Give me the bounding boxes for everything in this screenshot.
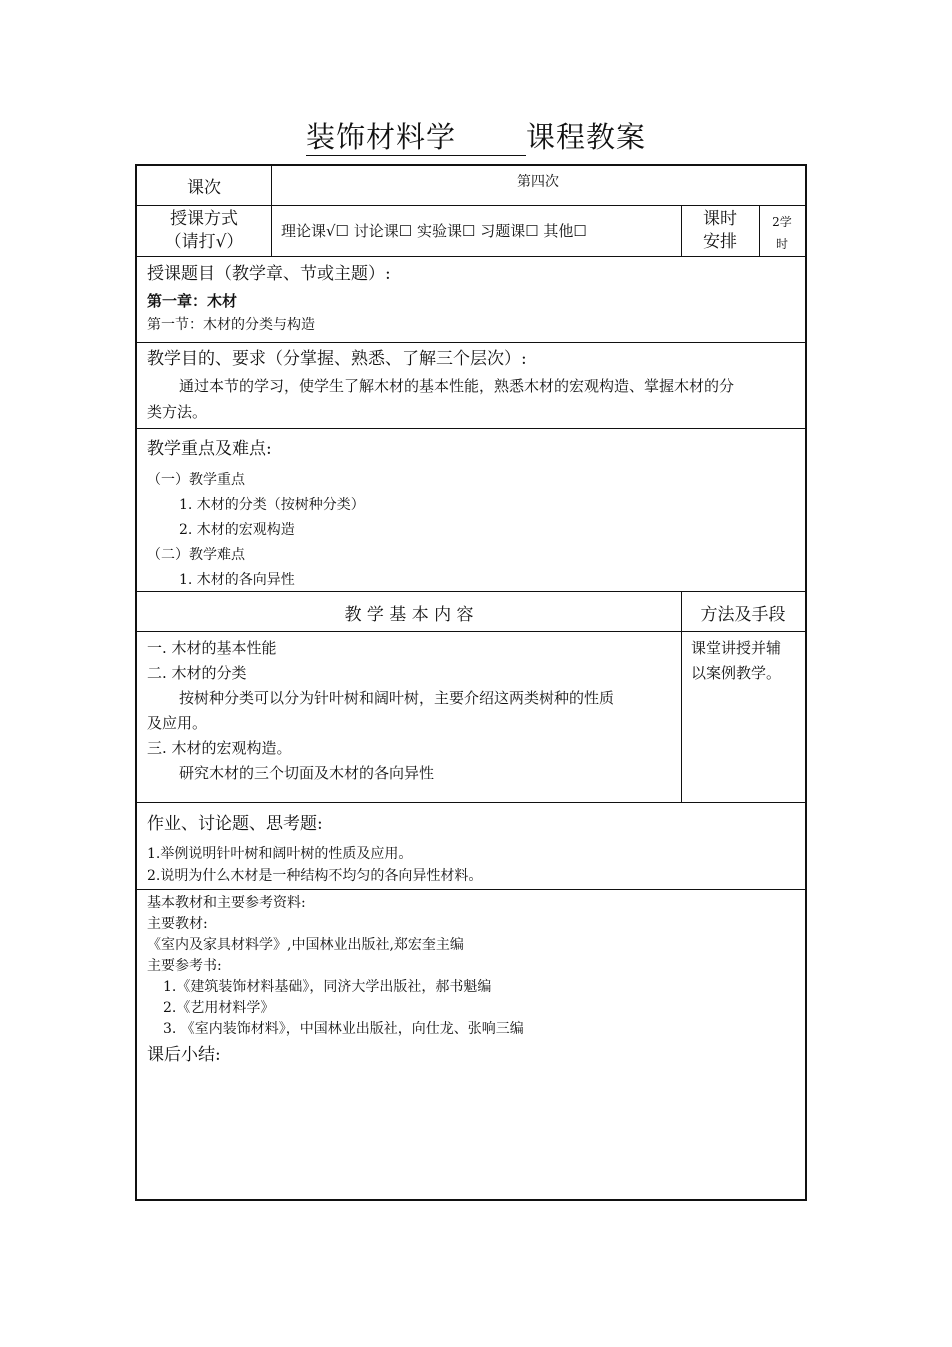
topic-section	[137, 257, 805, 343]
chapter-title: 第一章：木材	[147, 292, 238, 310]
session-value: 第四次	[517, 174, 559, 190]
key-heading: （一）教学重点	[147, 472, 245, 488]
content-header-row	[137, 592, 805, 632]
page-title	[0, 120, 952, 156]
difficult-item-1: 1. 木材的各向异性	[179, 572, 295, 588]
method-body: 课堂讲授并辅 以案例教学。	[691, 639, 782, 682]
content-line-2: 二. 木材的分类	[147, 664, 247, 682]
hours-value: 2学 时	[772, 215, 792, 251]
key-item-2: 2. 木材的宏观构造	[179, 522, 295, 538]
section-title: 第一节：木材的分类与构造	[147, 317, 315, 333]
course-name: 装饰材料学	[306, 120, 526, 156]
method-header: 方法及手段	[700, 605, 786, 625]
objectives-line-2: 类方法。	[147, 403, 208, 421]
reference-item-3: 3. 《室内装饰材料》，中国林业出版社，向仕龙、张响三编	[163, 1021, 524, 1037]
hours-label: 课时 安排	[703, 209, 737, 252]
textbook-label: 主要教材:	[147, 916, 208, 932]
homework-section	[137, 803, 805, 890]
content-line-3: 按树种分类可以分为针叶树和阔叶树，主要介绍这两类树种的性质	[179, 689, 615, 707]
reference-item-1: 1.《建筑装饰材料基础》，同济大学出版社，郝书魁编	[163, 979, 492, 995]
homework-heading: 作业、讨论题、思考题:	[147, 814, 323, 834]
key-points-section	[137, 429, 805, 592]
homework-item-2: 2.说明为什么木材是一种结构不均匀的各向异性材料。	[147, 868, 483, 884]
method-row	[137, 206, 805, 257]
objectives-section	[137, 343, 805, 429]
lesson-plan-table	[135, 164, 807, 1201]
homework-item-1: 1.举例说明针叶树和阔叶树的性质及应用。	[147, 846, 413, 862]
reference-item-2: 2.《艺用材料学》	[163, 1000, 275, 1016]
content-row	[137, 632, 805, 803]
summary-heading: 课后小结:	[147, 1045, 221, 1065]
textbook: 《室内及家具材料学》,中国林业出版社,郑宏奎主编	[147, 937, 464, 953]
session-label: 课次	[187, 178, 221, 198]
content-line-1: 一. 木材的基本性能	[147, 639, 277, 657]
references-heading: 基本教材和主要参考资料:	[147, 895, 306, 911]
content-body	[137, 632, 681, 802]
content-line-6: 研究木材的三个切面及木材的各向异性	[179, 764, 435, 782]
content-line-5: 三. 木材的宏观构造。	[147, 739, 292, 757]
reference-label: 主要参考书:	[147, 958, 222, 974]
references-section	[137, 890, 805, 1199]
objectives-heading: 教学目的、要求（分掌握、熟悉、了解三个层次）:	[147, 349, 527, 369]
method-label: 授课方式 （请打√）	[164, 209, 244, 252]
content-header: 教 学 基 本 内 容	[344, 605, 474, 625]
session-row	[137, 166, 805, 206]
method-options: 理论课√☐ 讨论课☐ 实验课☐ 习题课☐ 其他☐	[281, 222, 587, 240]
title-suffix: 课程教案	[525, 120, 646, 154]
key-item-1: 1. 木材的分类（按树种分类）	[179, 497, 365, 513]
topic-heading: 授课题目（教学章、节或主题）:	[147, 264, 391, 284]
key-points-heading: 教学重点及难点:	[147, 439, 272, 459]
objectives-line-1: 通过本节的学习，使学生了解木材的基本性能，熟悉木材的宏观构造、掌握木材的分	[179, 377, 735, 395]
difficult-heading: （二）教学难点	[147, 547, 245, 563]
content-line-4: 及应用。	[147, 714, 208, 732]
